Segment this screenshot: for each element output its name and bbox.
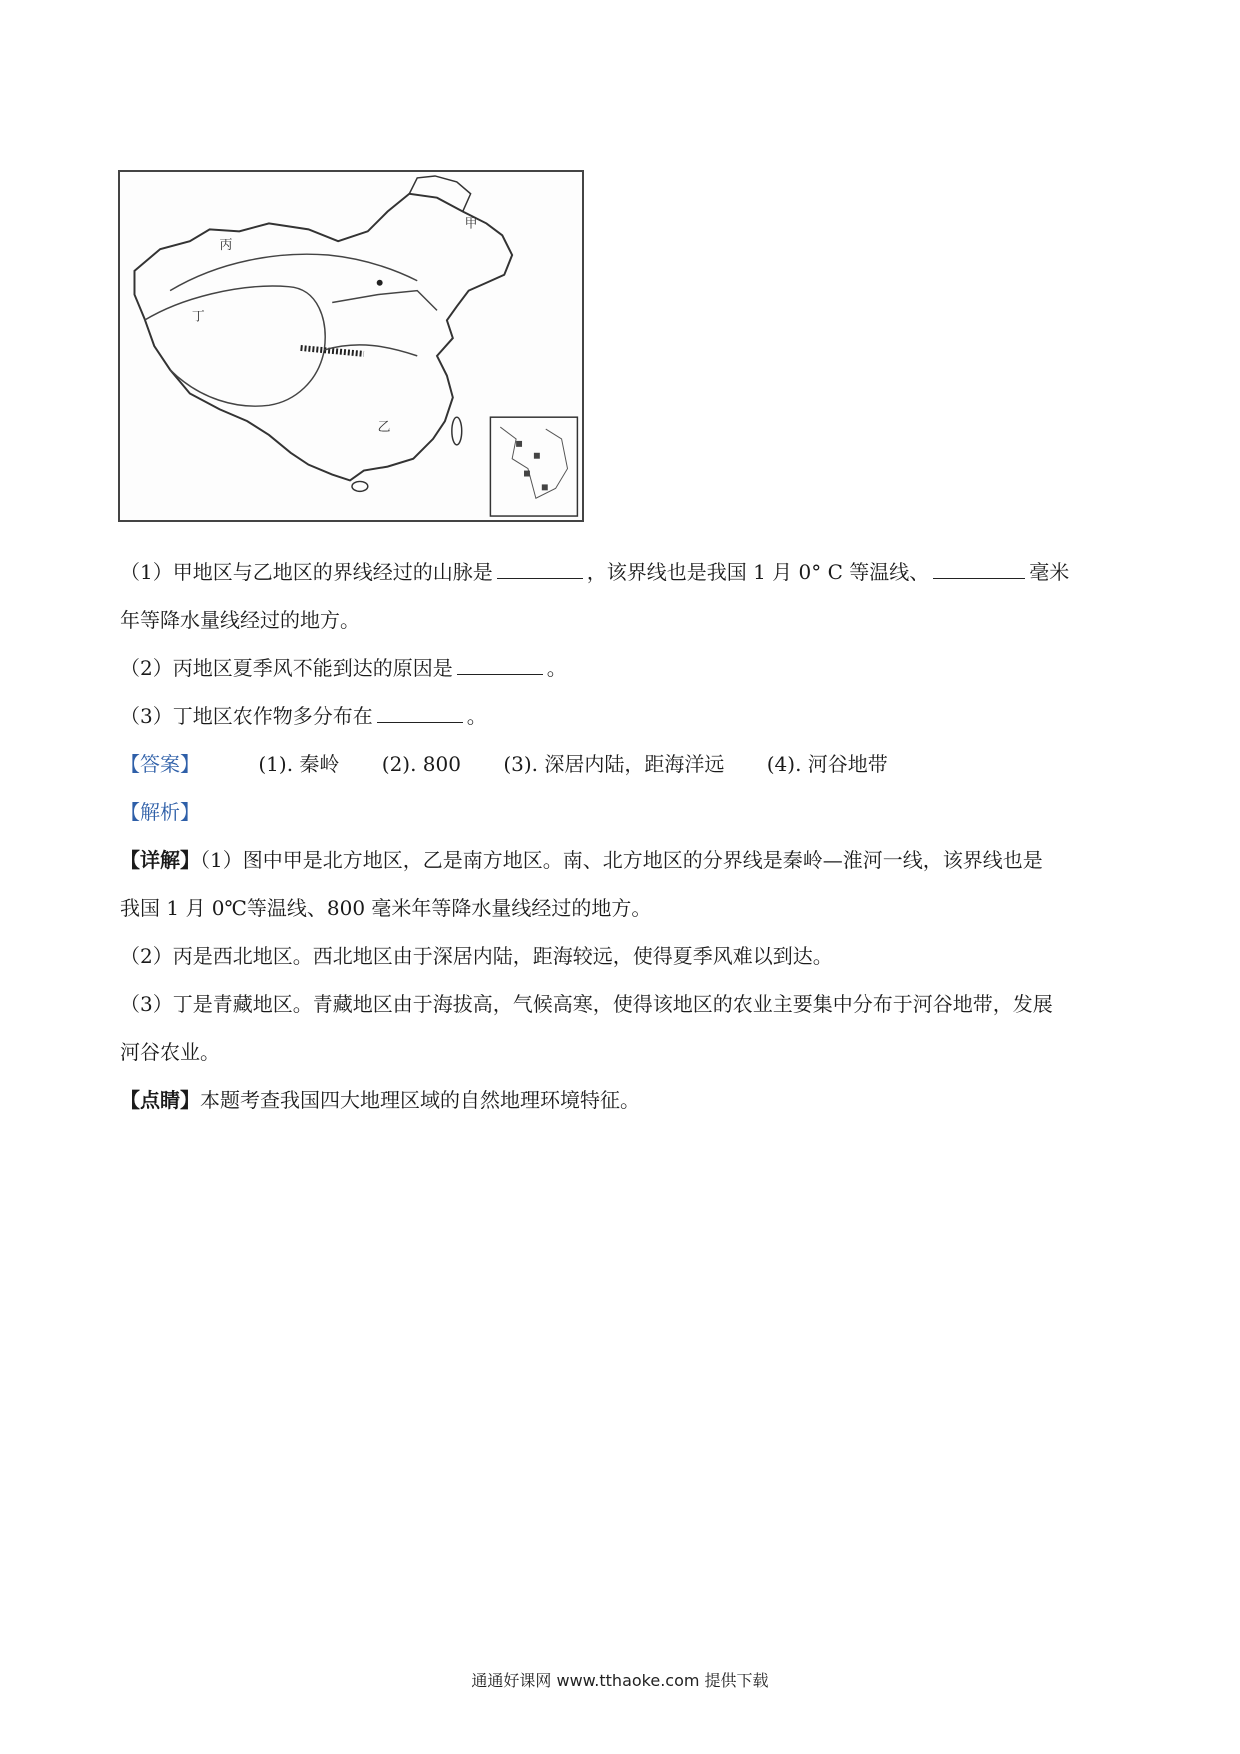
answer-blank [933,560,1025,579]
question-1-line-2: 年等降水量线经过的地方。 [120,608,360,632]
answer-item: (2). 800 [381,752,461,776]
question-3: （3）丁地区农作物多分布在 。 [120,704,487,728]
key-point-tag: 【点睛】 [120,1088,200,1112]
question-2: （2）丙地区夏季风不能到达的原因是 。 [120,656,567,680]
answer-blank [377,704,463,723]
china-region-map [118,170,584,522]
map-label-bing: 丙 [219,238,233,254]
detail-line-4: （3）丁是青藏地区。青藏地区由于海拔高，气候高寒，使得该地区的农业主要集中分布于河谷地带，发展 [120,992,1053,1016]
qinling-huaihe-line [301,348,364,354]
map-label-yi: 乙 [377,420,391,436]
answer-item: (3). 深居内陆，距海洋远 [503,752,725,776]
key-point-line: 【点睛】本题考查我国四大地理区域的自然地理环境特征。 [120,1088,640,1112]
question-1-line-1: （1）甲地区与乙地区的界线经过的山脉是 ，该界线也是我国 1 月 0° C 等温线、 毫米 [120,560,1070,584]
china-outline [134,194,512,481]
detail-line-5: 河谷农业。 [120,1040,220,1064]
answer-item: (4). 河谷地带 [766,752,888,776]
page-footer: 通通好课网 www.tthaoke.com 提供下载 [471,1671,769,1690]
detail-line-3: （2）丙是西北地区。西北地区由于深居内陆，距海较远，使得夏季风难以到达。 [120,944,833,968]
map-label-ding: 丁 [191,309,205,325]
answer-item: (1). 秦岭 [258,752,340,776]
detail-line-2: 我国 1 月 0℃等温线、800 毫米年等降水量线经过的地方。 [120,896,652,920]
detail-line-1: 【详解】（1）图中甲是北方地区，乙是南方地区。南、北方地区的分界线是秦岭—淮河一线，该界线也是 [120,848,1043,872]
tibet-boundary [144,286,325,406]
answer-blank [457,656,543,675]
answer-line [120,750,924,778]
detail-tag: 【详解】 [120,848,200,872]
answer-tag: 【答案】 [120,752,200,776]
map-label-jia: 甲 [464,216,478,232]
analysis-tag: 【解析】 [120,800,200,824]
answer-blank [497,560,583,579]
